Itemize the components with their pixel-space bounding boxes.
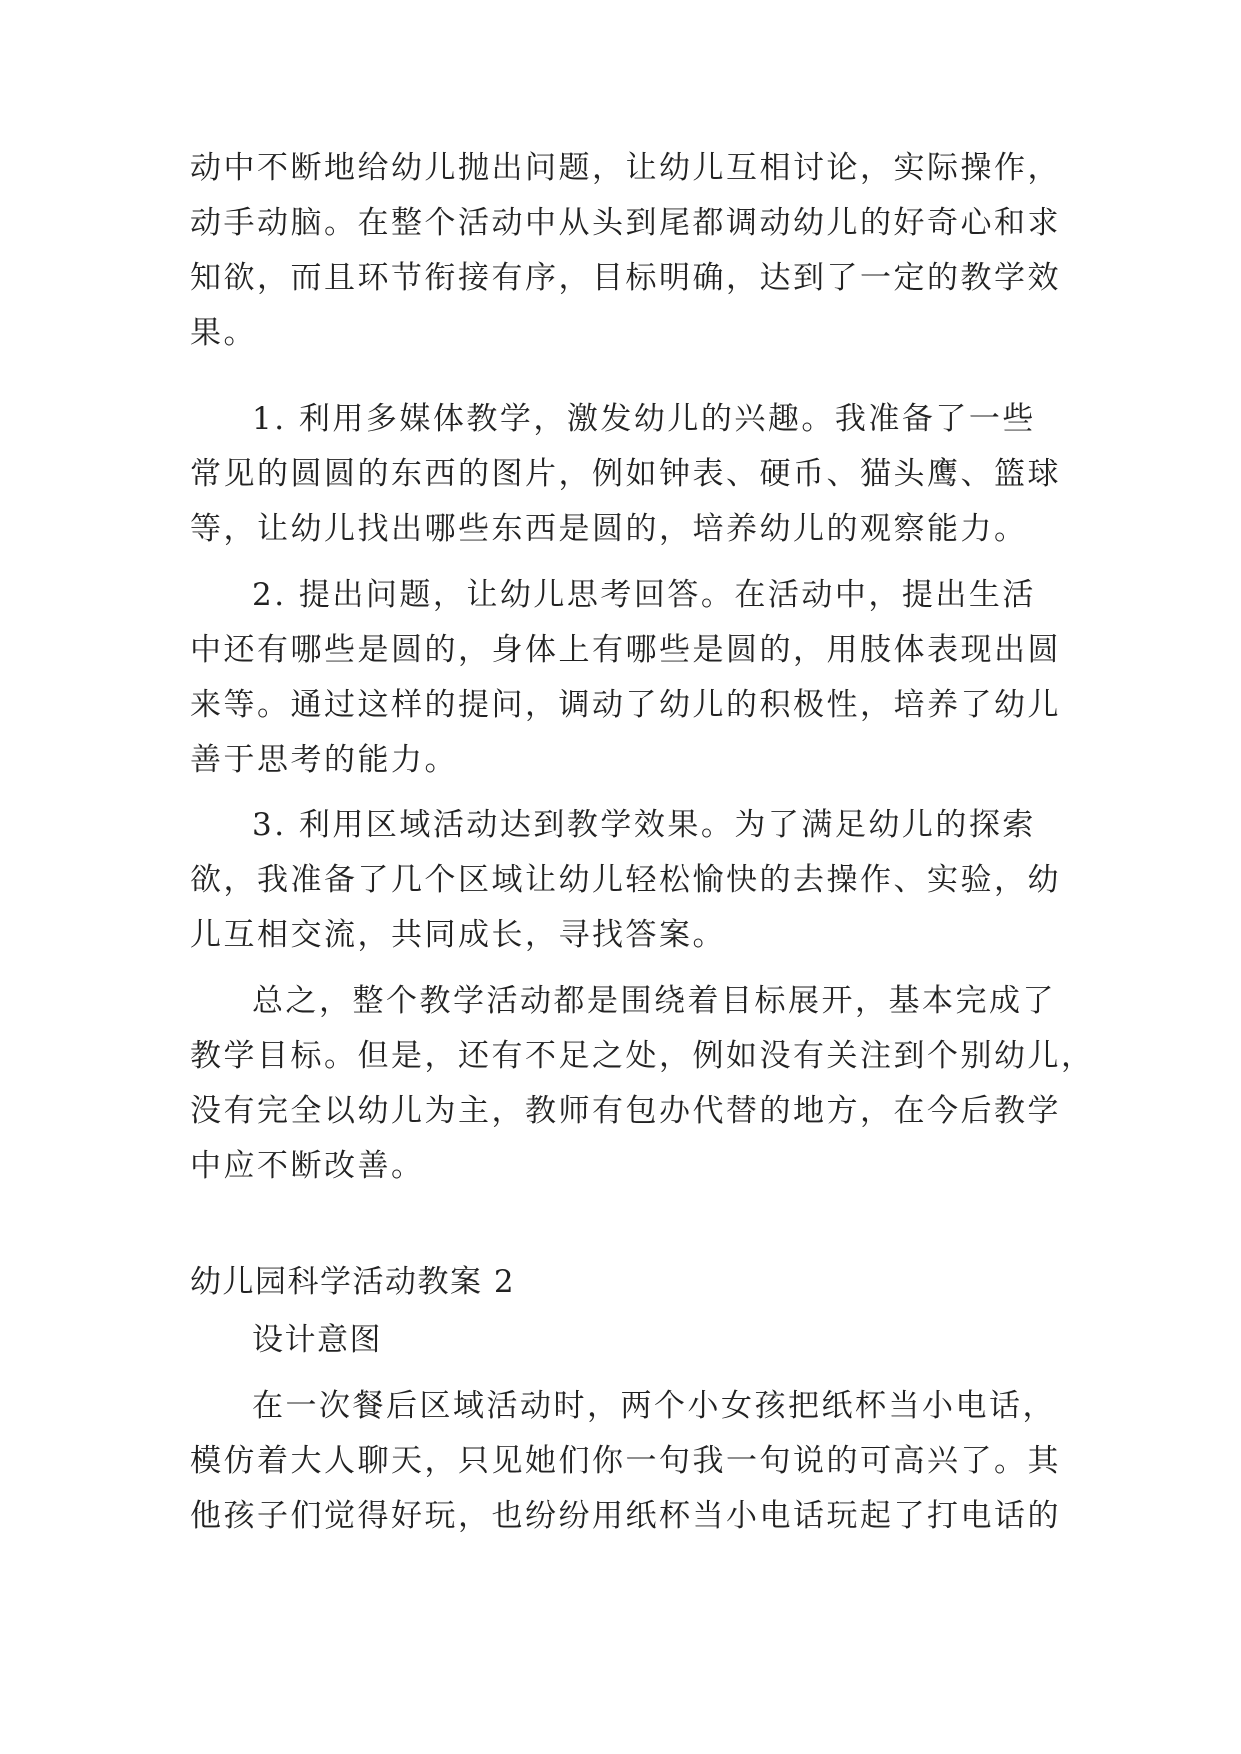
text-line: 他孩子们觉得好玩，也纷纷用纸杯当小电话玩起了打电话的 xyxy=(190,1498,1061,1534)
text-line: 善于思考的能力。 xyxy=(190,742,458,778)
text-line: 欲，我准备了几个区域让幼儿轻松愉快的去操作、实验，幼 xyxy=(190,862,1061,898)
text-line: 动中不断地给幼儿抛出问题，让幼儿互相讨论，实际操作， xyxy=(190,150,1061,186)
text-line: 模仿着大人聊天，只见她们你一句我一句说的可高兴了。其 xyxy=(190,1443,1061,1479)
text-line: 动手动脑。在整个活动中从头到尾都调动幼儿的好奇心和求 xyxy=(190,205,1061,241)
text-line: 等，让幼儿找出哪些东西是圆的，培养幼儿的观察能力。 xyxy=(190,511,1028,547)
list-item-2-line: 2. 提出问题，让幼儿思考回答。在活动中，提出生活 xyxy=(252,577,1036,613)
text-line: 来等。通过这样的提问，调动了幼儿的积极性，培养了幼儿 xyxy=(190,687,1061,723)
list-item-3-line: 3. 利用区域活动达到教学效果。为了满足幼儿的探索 xyxy=(252,807,1036,843)
text-line: 果。 xyxy=(190,315,257,351)
text-line: 常见的圆圆的东西的图片，例如钟表、硬币、猫头鹰、篮球 xyxy=(190,456,1061,492)
text-line: 知欲，而且环节衔接有序，目标明确，达到了一定的教学效 xyxy=(190,260,1061,296)
text-line: 在一次餐后区域活动时，两个小女孩把纸杯当小电话， xyxy=(252,1388,1056,1424)
summary-paragraph-line: 总之，整个教学活动都是围绕着目标展开，基本完成了 xyxy=(252,983,1056,1019)
list-item-1-line: 1. 利用多媒体教学，激发幼儿的兴趣。我准备了一些 xyxy=(252,401,1036,437)
text-line: 中还有哪些是圆的，身体上有哪些是圆的，用肢体表现出圆 xyxy=(190,632,1061,668)
subsection-heading: 设计意图 xyxy=(252,1322,382,1358)
text-line: 中应不断改善。 xyxy=(190,1148,425,1184)
text-line: 教学目标。但是，还有不足之处，例如没有关注到个别幼儿， xyxy=(190,1038,1095,1074)
text-line: 没有完全以幼儿为主，教师有包办代替的地方，在今后教学 xyxy=(190,1093,1061,1129)
text-line: 儿互相交流，共同成长，寻找答案。 xyxy=(190,917,726,953)
section-heading: 幼儿园科学活动教案 2 xyxy=(190,1264,516,1300)
